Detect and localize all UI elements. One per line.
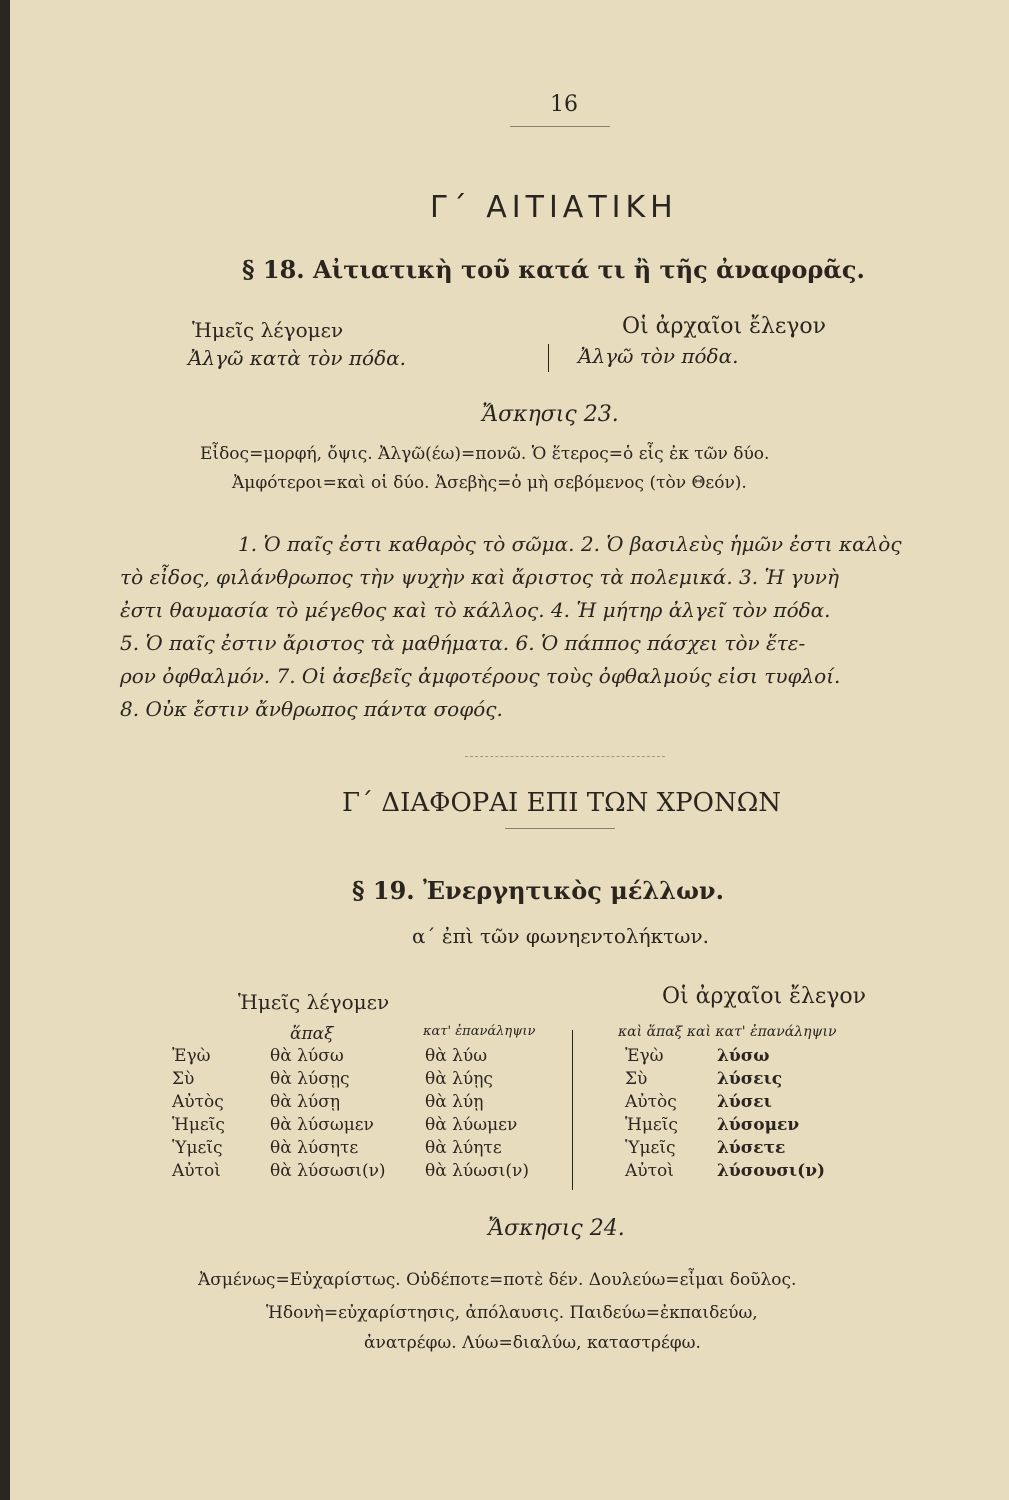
section-18-heading: § 18. Αἰτιατικὴ τοῦ κατά τι ἢ τῆς ἀναφορᾶς. [242, 255, 865, 284]
repeat-cell: θὰ λύω [425, 1045, 488, 1066]
modern-header: Ἡμεῖς λέγομεν [192, 318, 344, 342]
hapax-cell: θὰ λύσωμεν [270, 1114, 374, 1135]
exercise-24-title: Ἄσκησις 24. [488, 1216, 625, 1241]
exercise-line: ἐστι θαυμασία τὸ μέγεθος καὶ τὸ κάλλος. 4. Ἡ μήτηρ ἀλγεῖ τὸν πόδα. [120, 598, 831, 622]
conjugation-table [172, 1044, 825, 1182]
table-row [172, 1090, 825, 1113]
ancient-pronoun-cell: Ἡμεῖς [625, 1114, 678, 1135]
vocabulary-line-1: Εἶδος=μορφή, ὄψις. Ἀλγῶ(έω)=πονῶ. Ὁ ἕτερος=ὁ εἷς ἐκ τῶν δύο. [200, 444, 770, 464]
pronoun-cell: Αὐτοὶ [172, 1160, 221, 1181]
chapter-2-title: Γ΄ ΔΙΑΦΟΡΑΙ ΕΠΙ ΤΩΝ ΧΡΟΝΩΝ [342, 788, 782, 818]
table-row [172, 1113, 825, 1136]
ancient-pronoun-cell: Σὺ [625, 1068, 648, 1089]
pronoun-cell: Αὐτὸς [172, 1091, 224, 1112]
pronoun-cell: Ἡμεῖς [172, 1114, 225, 1135]
ancient-form-cell: λύσω [717, 1045, 770, 1066]
divider [510, 126, 610, 127]
pronoun-cell: Ὑμεῖς [172, 1137, 223, 1158]
ancient-header: Οἱ ἀρχαῖοι ἔλεγον [622, 314, 827, 339]
ancient-form-cell: λύσει [717, 1091, 772, 1112]
hapax-cell: θὰ λύσω [270, 1045, 344, 1066]
column-header-repeat: κατ' ἐπανάληψιν [423, 1024, 536, 1039]
ancient-pronoun-cell: Αὐτοὶ [625, 1160, 674, 1181]
ancient-header: Οἱ ἀρχαῖοι ἔλεγον [662, 984, 867, 1009]
modern-example: Ἀλγῶ κατὰ τὸν πόδα. [188, 346, 406, 370]
exercise-line: τὸ εἶδος, φιλάνθρωπος τὴν ψυχὴν καὶ ἄριστος τὰ πολεμικά. 3. Ἡ γυνὴ [120, 565, 839, 589]
exercise-line: ρον ὀφθαλμόν. 7. Οἱ ἀσεβεῖς ἀμφοτέρους τοὺς ὀφθαλμούς εἰσι τυφλοί. [120, 664, 841, 688]
ancient-pronoun-cell: Ὑμεῖς [625, 1137, 676, 1158]
vocabulary-line-2: Ἡδονὴ=εὐχαρίστησις, ἀπόλαυσις. Παιδεύω=ἐκπαιδεύω, [266, 1303, 758, 1323]
page-number: 16 [550, 92, 578, 117]
modern-header: Ἡμεῖς λέγομεν [238, 990, 390, 1014]
repeat-cell: θὰ λύῃ [425, 1091, 484, 1112]
repeat-cell: θὰ λύωσι(ν) [425, 1160, 529, 1181]
exercise-23-text [120, 528, 973, 726]
ornamental-divider [465, 756, 665, 757]
table-row [172, 1044, 825, 1067]
ancient-form-cell: λύσετε [717, 1137, 786, 1158]
ancient-form-cell: λύσεις [717, 1068, 783, 1089]
ancient-form-cell: λύσομεν [717, 1114, 800, 1135]
vocabulary-line-1: Ἀσμένως=Εὐχαρίστως. Οὐδέποτε=ποτὲ δέν. Δουλεύω=εἶμαι δοῦλος. [198, 1270, 797, 1290]
hapax-cell: θὰ λύσῃς [270, 1068, 350, 1089]
column-header-hapax: ἅπαξ [290, 1024, 334, 1044]
chapter-title: Γ΄ ΑΙΤΙΑΤΙΚΗ [430, 190, 678, 225]
column-header-both: καὶ ἅπαξ καὶ κατ' ἐπανάληψιν [618, 1024, 837, 1040]
section-19-subheading: α΄ ἐπὶ τῶν φωνηεντολήκτων. [412, 924, 709, 948]
section-19-heading: § 19. Ἐνεργητικὸς μέλλων. [352, 876, 724, 905]
vocabulary-line-2: Ἀμφότεροι=καὶ οἱ δύο. Ἀσεβὴς=ὁ μὴ σεβόμενος (τὸν Θεόν). [232, 473, 747, 493]
table-row [172, 1067, 825, 1090]
pronoun-cell: Ἐγὼ [172, 1045, 211, 1066]
hapax-cell: θὰ λύσῃ [270, 1091, 341, 1112]
column-separator [548, 344, 549, 372]
table-row [172, 1159, 825, 1182]
exercise-line: 5. Ὁ παῖς ἐστιν ἄριστος τὰ μαθήματα. 6. Ὁ πάππος πάσχει τὸν ἕτε- [120, 631, 806, 655]
exercise-23-title: Ἄσκησις 23. [482, 402, 619, 427]
exercise-line: 8. Οὐκ ἔστιν ἄνθρωπος πάντα σοφός. [120, 697, 503, 721]
hapax-cell: θὰ λύσωσι(ν) [270, 1160, 386, 1181]
ancient-example: Ἀλγῶ τὸν πόδα. [578, 344, 739, 368]
divider [505, 828, 615, 829]
repeat-cell: θὰ λύῃς [425, 1068, 493, 1089]
book-page [10, 0, 1009, 1500]
vocabulary-line-3: ἀνατρέφω. Λύω=διαλύω, καταστρέφω. [364, 1333, 701, 1353]
repeat-cell: θὰ λύωμεν [425, 1114, 518, 1135]
pronoun-cell: Σὺ [172, 1068, 195, 1089]
repeat-cell: θὰ λύητε [425, 1137, 502, 1158]
ancient-pronoun-cell: Αὐτὸς [625, 1091, 677, 1112]
ancient-pronoun-cell: Ἐγὼ [625, 1045, 664, 1066]
hapax-cell: θὰ λύσητε [270, 1137, 359, 1158]
table-row [172, 1136, 825, 1159]
exercise-line: 1. Ὁ παῖς ἐστι καθαρὸς τὸ σῶμα. 2. Ὁ βασιλεὺς ἡμῶν ἐστι καλὸς [238, 532, 902, 556]
ancient-form-cell: λύσουσι(ν) [717, 1160, 826, 1181]
